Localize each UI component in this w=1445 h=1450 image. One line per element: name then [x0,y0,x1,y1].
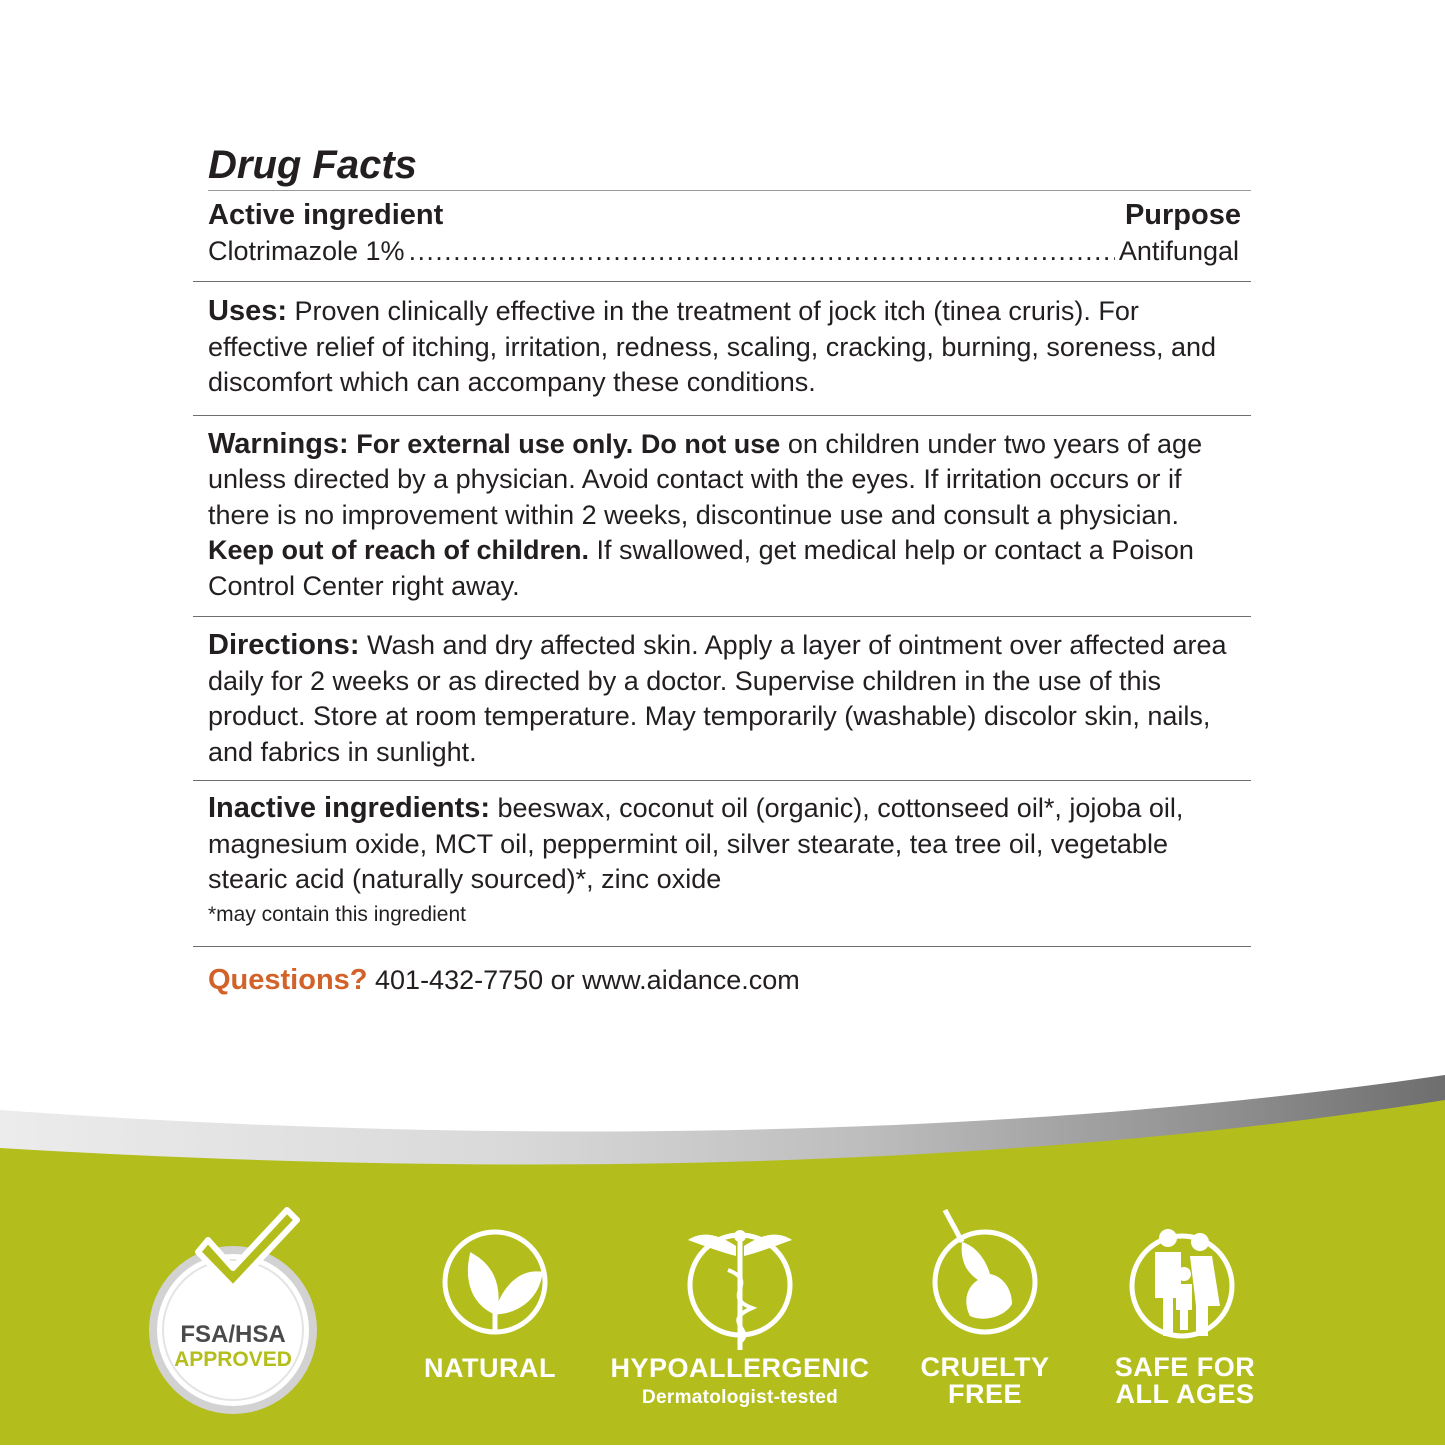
cruelty-free-label: CRUELTY FREE [920,1352,1050,1409]
hypoallergenic-label: HYPOALLERGENIC Dermatologist-tested [600,1354,880,1412]
inactive-label: Inactive ingredients: [208,792,491,824]
warnings-label: Warnings: [208,427,349,460]
directions-label: Directions: [208,629,360,661]
warnings-text-1: on children under two years of age unless directed by a physician. Avoid contact with the eyes. If irritation occurs or if there is no improvement within 2 weeks, discontinue use and consult a physician. [208,428,1203,530]
warnings-external: For external use only. [356,428,634,459]
benefits-banner [0,1060,1445,1445]
uses-text: Proven clinically effective in the treatment of jock itch (tinea cruris). For effective relief of itching, irritation, redness, scaling, cracking, burning, soreness, and discomfort which can accompany these conditions. [208,296,1217,397]
directions-section [193,617,1251,780]
uses-label: Uses: [208,295,287,327]
inactive-text: beeswax, coconut oil (organic), cottonseed oil*, jojoba oil, magnesium oxide, MCT oil, peppermint oil, silver stearate, tea tree oil, vegetable stearic acid (naturally sourced)*, zinc oxide [208,793,1184,894]
questions-contact: 401-432-7750 or www.aidance.com [367,964,800,995]
natural-label: NATURAL [424,1353,556,1383]
purpose-heading: Purpose [1124,199,1241,231]
inactive-ingredients-section [193,781,1251,946]
inactive-footnote: *may contain this ingredient [208,902,466,926]
fsa-line1: FSA/HSA [180,1321,286,1348]
fsa-line2: APPROVED [174,1348,292,1371]
uses-section [193,282,1251,415]
warnings-do-not-use: Do not use [640,428,781,459]
questions-line [193,947,1251,998]
active-ingredient-purpose: Antifungal [1118,236,1239,266]
warnings-keep-out: Keep out of reach of children. [208,535,590,565]
active-ingredient-section [193,191,1251,281]
warnings-section [193,416,1251,617]
dot-leader [409,233,1115,269]
directions-text: Wash and dry affected skin. Apply a layer of ointment over affected area daily for 2 weeks or as directed by a doctor. Supervise children in the use of this product. Store at room temperature. May temporarily (washable) discolor skin, nails, and fabrics in sunlight. [208,630,1227,767]
warnings-text-2: If swallowed, get medical help or contact a Poison Control Center right away. [208,535,1194,601]
safe-for-all-ages-label: SAFE FOR ALL AGES [1114,1352,1256,1409]
active-ingredient-name: Clotrimazole 1% [208,236,405,266]
questions-label: Questions? [208,963,368,996]
hypoallergenic-sub: Dermatologist-tested [641,1387,839,1408]
active-ingredient-heading: Active ingredient [208,199,444,231]
drug-facts-title: Drug Facts [208,143,417,187]
drug-facts-panel [193,140,1251,998]
